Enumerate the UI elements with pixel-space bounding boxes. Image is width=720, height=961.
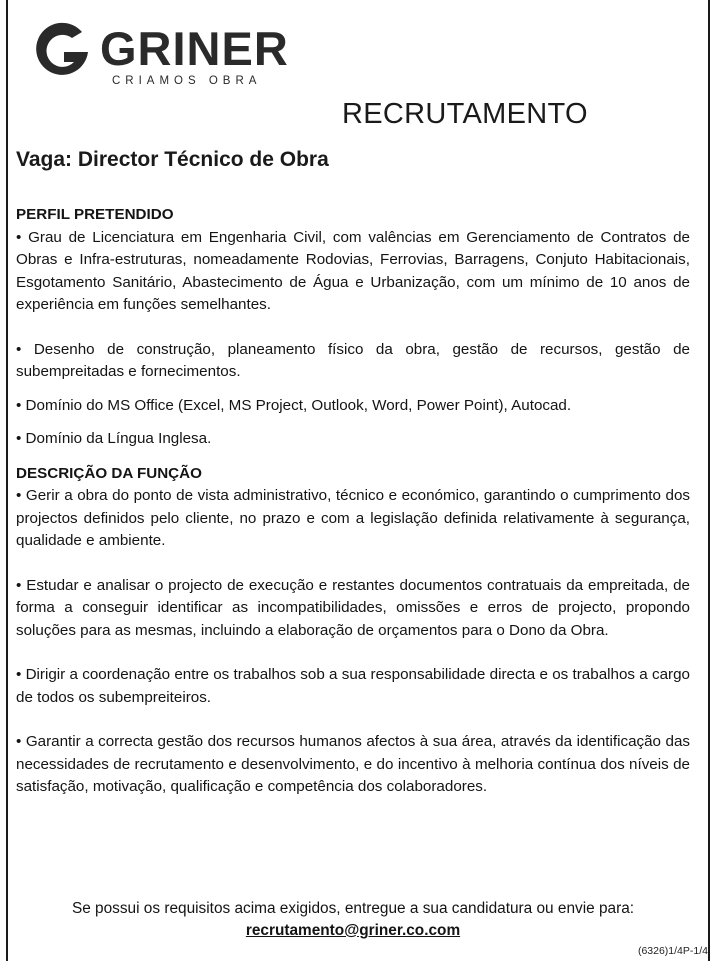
brand-tagline: CRIAMOS OBRA [112,75,262,87]
perfil-item: • Domínio da Língua Inglesa. [16,430,212,447]
application-footer [16,898,690,942]
griner-logo [30,18,290,98]
descricao-item: • Gerir a obra do ponto de vista administrativo, técnico e económico, garantindo o cumprimento dos projectos definidos pelo cliente, no prazo e com a legislação definida relativamente à segurança, qualidade e ambiente. [16,487,690,549]
descricao-heading: DESCRIÇÃO DA FUNÇÃO [16,464,202,482]
perfil-item: • Grau de Licenciatura em Engenharia Civil, com valências em Gerenciamento de Contratos de Obras e Infra-estruturas, nomeadamente Rodovias, Ferrovias, Barragens, Conjuto Habitacionais, Esgotamento Sanitário, Abastecimento de Água e Urbanização, com um mínimo de 10 anos de experiência em funções semelhantes. [16,228,690,313]
brand-name: GRINER [100,22,289,75]
griner-g-logo-icon [30,18,94,82]
document-body [16,204,690,799]
perfil-heading: PERFIL PRETENDIDO [16,206,174,223]
descricao-item: • Estudar e analisar o projecto de execução e restantes documentos contratuais da empreitada, de forma a conseguir identificar as incompatibilidades, omissões e erros de projecto, propondo soluções para as mesmas, incluindo a elaboração de orçamentos para o Dono da Obra. [16,576,690,639]
reference-code: (6326)1/4P-1/4 [637,945,708,957]
descricao-item: • Dirigir a coordenação entre os trabalhos sob a sua responsabilidade directa e os trabalhos a cargo de todos os subempreiteiros. [16,666,690,706]
perfil-item: • Desenho de construção, planeamento físico da obra, gestão de recursos, gestão de subempreitadas e fornecimentos. [16,340,690,380]
descricao-item: • Garantir a correcta gestão dos recursos humanos afectos à sua área, através da identificação das necessidades de recrutamento e desenvolvimento, e do incentivo à melhoria contínua dos níveis de satisfação, motivação, qualificação e competência dos colaboradores. [16,733,690,795]
application-instruction: Se possui os requisitos acima exigidos, entregue a sua candidatura ou envie para: [71,900,635,917]
perfil-item: • Domínio do MS Office (Excel, MS Project, Outlook, Word, Power Point), Autocad. [16,396,572,414]
email-link[interactable]: recrutamento@griner.co.com [245,922,461,939]
page-title: RECRUTAMENTO [342,98,588,130]
job-title: Vaga: Director Técnico de Obra [16,148,329,171]
